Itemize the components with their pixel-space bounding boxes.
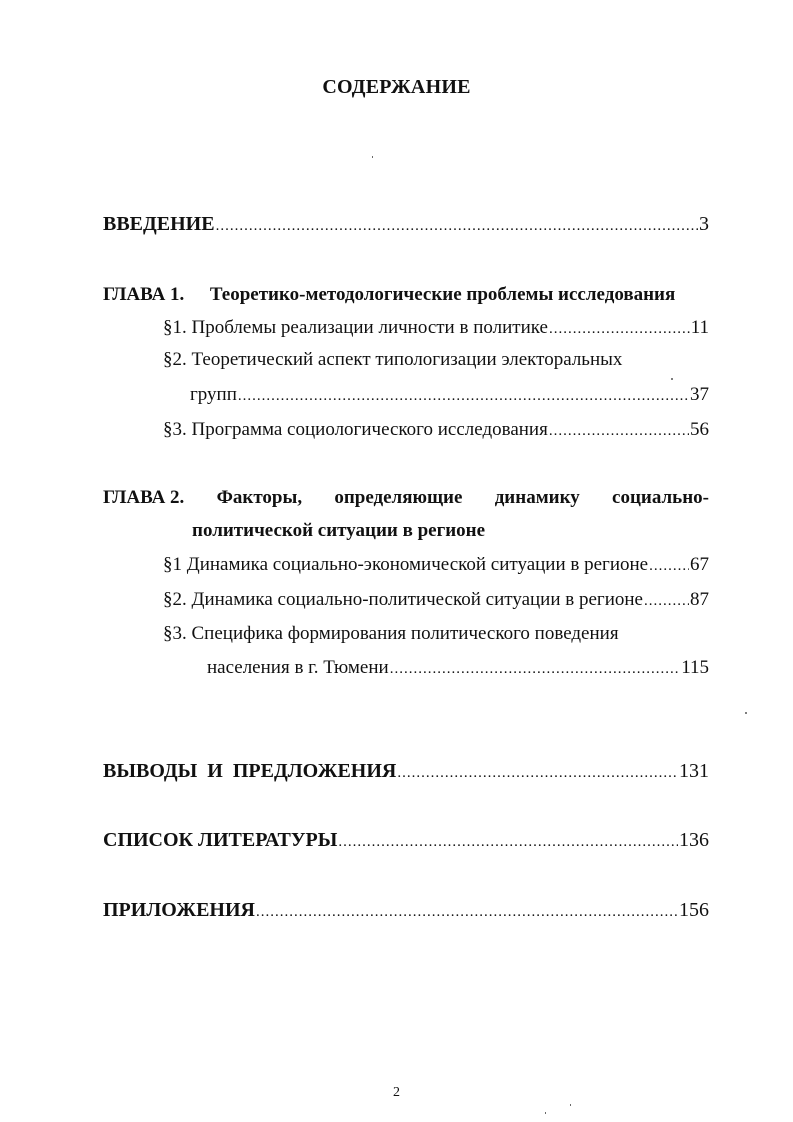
toc-entry-label: групп (190, 384, 237, 405)
toc-page-number: 136 (679, 829, 709, 851)
toc-entry-intro (103, 212, 709, 238)
toc-leader-dots (649, 554, 689, 578)
toc-entry-ch2-s1 (163, 553, 709, 578)
toc-page-number: 131 (679, 760, 709, 782)
toc-leader-dots (390, 657, 680, 681)
toc-entry-label: населения в г. Тюмени (207, 657, 389, 678)
chapter-2-number: ГЛАВА 2. (103, 487, 185, 508)
toc-entry-ch2-s3-line1: §3. Специфика формирования политического поведения (163, 623, 619, 644)
toc-entry-conclusions (103, 759, 709, 785)
toc-leader-dots (256, 900, 678, 924)
chapter-1-number: ГЛАВА 1. (103, 284, 185, 305)
toc-page-number: 87 (690, 589, 709, 610)
toc-leader-dots (338, 830, 678, 854)
toc-entry-label: §1 Динамика социально-экономической ситуации в регионе (163, 554, 649, 575)
toc-leader-dots (549, 419, 689, 443)
toc-leader-dots (549, 317, 690, 341)
toc-entry-ch1-s3 (163, 418, 709, 443)
toc-entry-ch1-s2 (190, 383, 709, 408)
toc-entry-label: ВВЕДЕНИЕ (103, 213, 215, 235)
toc-entry-label: СПИСОК ЛИТЕРАТУРЫ (103, 829, 338, 851)
toc-entry-label: ВЫВОДЫ И ПРЕДЛОЖЕНИЯ (103, 760, 397, 782)
chapter-1-heading (103, 283, 675, 307)
toc-entry-label: ПРИЛОЖЕНИЯ (103, 899, 255, 921)
toc-page-number: 11 (690, 317, 709, 338)
scan-speck (745, 712, 747, 714)
chapter-2-title-word: динамику (494, 487, 580, 508)
toc-entry-label: §2. Динамика социально-политической ситуации в регионе (163, 589, 643, 610)
toc-entry-label: §3. Программа социологического исследования (163, 419, 548, 440)
toc-page-number: 115 (681, 657, 709, 678)
toc-entry-ch2-s2 (163, 588, 709, 613)
toc-entry-ch2-s3 (207, 656, 709, 681)
toc-leader-dots (397, 761, 678, 785)
chapter-2-heading (103, 486, 709, 510)
toc-page-number: 3 (699, 213, 709, 235)
toc-leader-dots (644, 589, 689, 613)
toc-entry-ch1-s1 (163, 316, 709, 341)
scan-speck (570, 1104, 571, 1106)
scan-speck (372, 156, 373, 158)
page-number: 2 (393, 1085, 400, 1100)
chapter-2-title-line2: политической ситуации в регионе (192, 520, 486, 541)
toc-page-number: 37 (690, 384, 709, 405)
chapter-2-title-word: Факторы, (216, 487, 303, 508)
chapter-2-title-word: социально- (612, 487, 709, 508)
page-title: СОДЕРЖАНИЕ (322, 76, 471, 98)
toc-entry-label: §1. Проблемы реализации личности в политике (163, 317, 548, 338)
toc-entry-references (103, 828, 709, 854)
chapter-1-title: Теоретико-методологические проблемы исследования (209, 284, 676, 305)
toc-page-number: 56 (690, 419, 709, 440)
toc-leader-dots (216, 214, 698, 238)
scan-speck (671, 378, 673, 380)
toc-leader-dots (238, 384, 689, 408)
scan-speck (545, 1112, 546, 1114)
chapter-2-title-word: определяющие (334, 487, 463, 508)
toc-entry-ch1-s2-line1: §2. Теоретический аспект типологизации электоральных (163, 349, 623, 370)
toc-page-number: 156 (679, 899, 709, 921)
toc-entry-appendices (103, 898, 709, 924)
toc-page-number: 67 (690, 554, 709, 575)
